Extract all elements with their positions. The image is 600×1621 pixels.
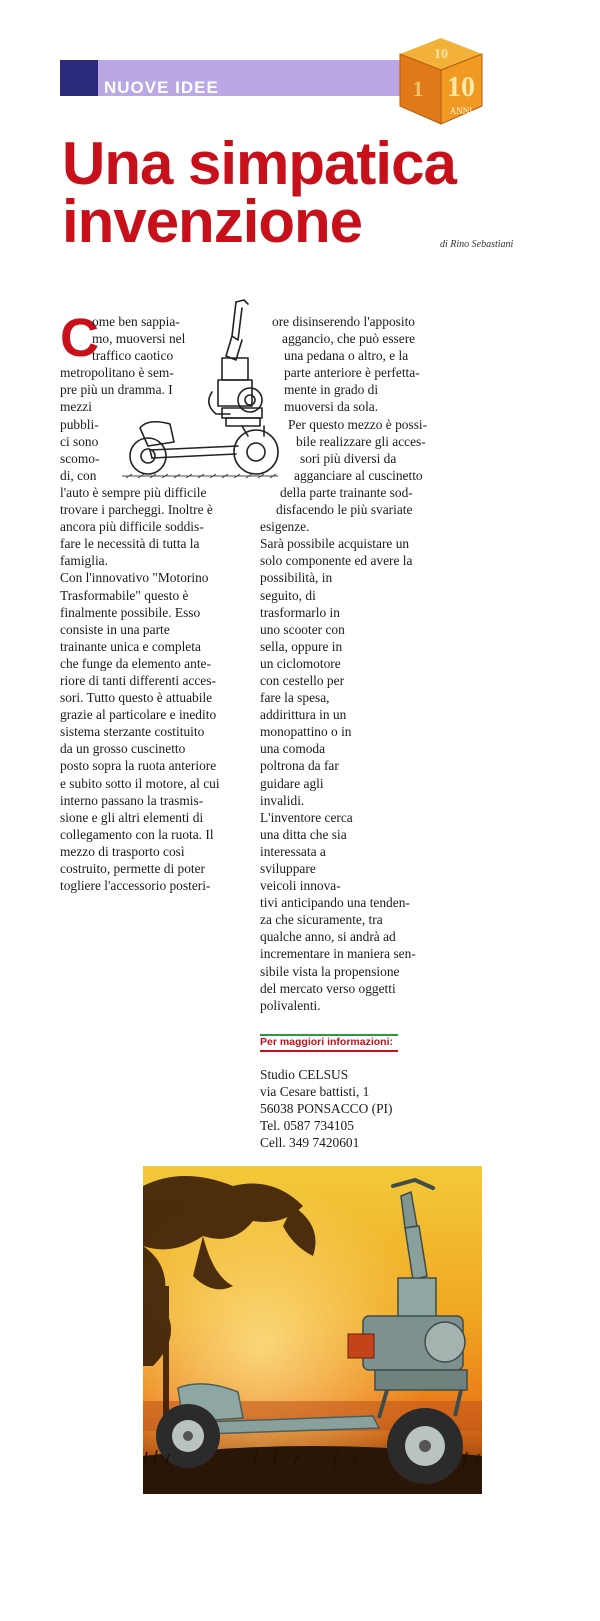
right-column-line: sviluppare: [260, 861, 316, 876]
right-column-line: seguito, di: [260, 587, 316, 603]
left-column-line: traffico caotico: [92, 348, 174, 364]
right-column-line: un ciclomotore: [260, 655, 341, 671]
left-column-line: l'auto è sempre più difficile: [60, 484, 207, 500]
title-line-1: Una simpatica: [62, 130, 456, 197]
right-column-line: tivi anticipando una tenden-: [260, 895, 410, 911]
left-column-line: famiglia.: [60, 553, 108, 569]
right-column-line: monopattino o in: [260, 724, 352, 740]
left-column-line: costruito, permette di poter: [60, 861, 206, 876]
right-column-line: Sarà possibile acquistare un: [260, 536, 410, 552]
badge-text: ANNI: [449, 106, 473, 116]
right-column-line: una comoda: [260, 741, 326, 757]
left-column-line: sori. Tutto questo è attuabile: [60, 690, 213, 706]
section-label: NUOVE IDEE: [104, 80, 219, 96]
left-column-line: trovare i parcheggi. Inoltre è: [60, 502, 213, 518]
article-title: [62, 130, 456, 255]
right-column-line: parte anteriore è perfetta-: [284, 365, 420, 381]
right-column-line: sori più diversi da: [300, 450, 397, 466]
right-column-line: possibilità, in: [260, 570, 333, 586]
left-column-line: ancora più difficile soddis-: [60, 519, 204, 535]
right-column-line: del mercato verso oggetti: [260, 980, 396, 996]
left-column-line: ci sono: [60, 433, 99, 449]
right-column-line: bile realizzare gli acces-: [296, 433, 426, 449]
right-column-line: ore disinserendo l'apposito: [272, 314, 415, 329]
byline: di Rino Sebastiani: [440, 239, 514, 250]
left-column-line: trainante unica e completa: [60, 638, 201, 654]
left-column-line: posto sopra la ruota anteriore: [60, 758, 217, 774]
right-column-line: muoversi da sola.: [284, 399, 379, 415]
left-column-line: Con l'innovativo "Motorino: [60, 570, 209, 586]
right-column-line: uno scooter con: [260, 621, 345, 637]
svg-text:10: 10: [434, 47, 448, 62]
left-column-line: di, con: [60, 467, 97, 483]
right-column-line: invalidi.: [260, 792, 305, 808]
scooter-photo: [143, 1166, 482, 1494]
contact-line: 56038 PONSACCO (PI): [260, 1101, 393, 1116]
right-column-line: con cestello per: [260, 672, 345, 688]
right-column-line: sella, oppure in: [260, 638, 343, 654]
right-column-line: esigenze.: [260, 519, 310, 535]
left-column-line: Trasformabile" questo è: [60, 587, 189, 603]
contact-line: via Cesare battisti, 1: [260, 1084, 370, 1099]
right-column-line: una pedana o altro, e la: [284, 348, 409, 364]
right-column-line: guidare agli: [260, 775, 324, 791]
right-column-line: Per questo mezzo è possi-: [288, 416, 428, 432]
left-column-line: riore di tanti differenti acces-: [60, 672, 216, 688]
left-column-line: da un grosso cuscinetto: [60, 741, 186, 757]
right-column-line: za che sicuramente, tra: [260, 912, 383, 928]
left-column-line: togliere l'accessorio posteri-: [60, 878, 211, 894]
left-column-line: pubbli-: [60, 416, 99, 432]
right-column-line: trasformarlo in: [260, 604, 340, 620]
right-column-line: polivalenti.: [260, 997, 321, 1013]
right-column-line: incrementare in maniera sen-: [260, 946, 416, 962]
right-column-line: aggancio, che può essere: [282, 331, 416, 347]
right-column-line: poltrona da far: [260, 758, 339, 774]
right-column-line: mente in grado di: [284, 382, 379, 398]
left-column-line: fare le necessità di tutta la: [60, 536, 200, 552]
right-column-line: L'inventore cerca: [260, 809, 353, 825]
right-column-line: disfacendo le più svariate: [276, 502, 413, 518]
right-column: [260, 313, 460, 1014]
left-column-line: finalmente possibile. Esso: [60, 604, 201, 620]
right-column-line: qualche anno, si andrà ad: [260, 929, 396, 945]
left-column-line: mezzi: [60, 399, 92, 415]
badge-number: 10: [447, 72, 475, 103]
left-column-line: mezzo di trasporto così: [60, 843, 185, 859]
left-column-line: scomo-: [60, 450, 100, 466]
left-column-line: metropolitano è sem-: [60, 365, 174, 381]
svg-text:1: 1: [412, 76, 424, 101]
contact-line: Tel. 0587 734105: [260, 1118, 354, 1133]
title-line-2: invenzione: [62, 188, 363, 255]
right-column-line: una ditta che sia: [260, 826, 347, 842]
right-column-line: interessata a: [260, 843, 326, 859]
contact-line: Studio CELSUS: [260, 1067, 349, 1082]
right-column-line: veicoli innova-: [260, 878, 341, 894]
left-column-line: sistema sterzante costituito: [60, 724, 205, 740]
section-band-accent: [60, 60, 98, 96]
right-column-line: solo componente ed avere la: [260, 553, 413, 569]
contact-line: Cell. 349 7420601: [260, 1135, 360, 1150]
left-column-line: consiste in una parte: [60, 621, 170, 637]
info-rule-red: [260, 1050, 398, 1052]
left-column-line: sione e gli altri elementi di: [60, 809, 204, 825]
left-column-line: grazie al particolare e inedito: [60, 707, 217, 723]
info-heading: Per maggiori informazioni:: [260, 1036, 394, 1048]
right-column-line: fare la spesa,: [260, 690, 330, 706]
left-column-line: collegamento con la ruota. Il: [60, 826, 214, 842]
right-column-line: agganciare al cuscinetto: [294, 467, 423, 483]
right-column-line: addirittura in un: [260, 707, 347, 723]
anniversary-badge: [398, 34, 484, 126]
contact-block: [260, 1066, 392, 1151]
left-column-line: ome ben sappia-: [92, 314, 180, 329]
left-column-line: che funge da elemento ante-: [60, 655, 211, 671]
left-column-line: pre più un dramma. I: [60, 382, 173, 398]
left-column-line: interno passano la trasmis-: [60, 792, 204, 808]
scooter-sketch-illustration: [118, 296, 283, 482]
right-column-line: sibile vista la propensione: [260, 963, 400, 979]
drop-cap: C: [60, 308, 99, 368]
left-column-line: e subito sotto il motore, al cui: [60, 775, 220, 791]
right-column-line: della parte trainante sod-: [280, 484, 413, 500]
left-column-line: mo, muoversi nel: [92, 331, 186, 347]
